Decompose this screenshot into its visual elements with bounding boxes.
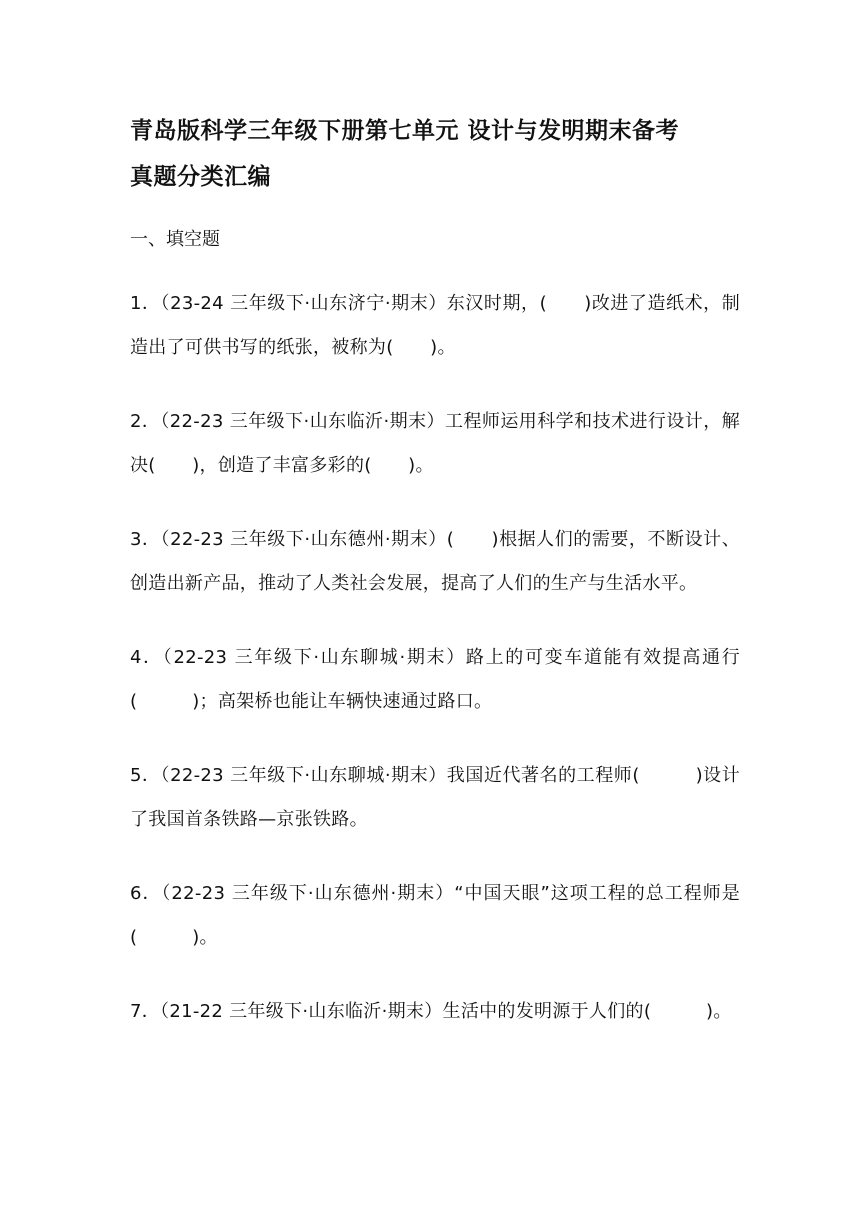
question-6: 6．（22-23 三年级下·山东德州·期末）“中国天眼”这项工程的总工程师是( )。 bbox=[130, 883, 740, 948]
question-1: 1．（23-24 三年级下·山东济宁·期末）东汉时期，( )改进了造纸术，制造出了可供书写的纸张，被称为( )。 bbox=[130, 293, 740, 358]
section-heading: 一、填空题 bbox=[130, 229, 220, 250]
question-4: 4．（22-23 三年级下·山东聊城·期末）路上的可变车道能有效提高通行( )；高架桥也能让车辆快速通过路口。 bbox=[130, 647, 740, 712]
document-title bbox=[130, 108, 740, 200]
title-line-1: 青岛版科学三年级下册第七单元 设计与发明期末备考 bbox=[130, 118, 680, 144]
question-2: 2．（22-23 三年级下·山东临沂·期末）工程师运用科学和技术进行设计，解决( )，创造了丰富多彩的( )。 bbox=[130, 411, 740, 476]
question-7: 7．（21-22 三年级下·山东临沂·期末）生活中的发明源于人们的( )。 bbox=[130, 1001, 732, 1022]
document-page bbox=[130, 108, 740, 1034]
question-3: 3．（22-23 三年级下·山东德州·期末）( )根据人们的需要，不断设计、创造出新产品，推动了人类社会发展，提高了人们的生产与生活水平。 bbox=[130, 529, 740, 594]
title-line-2: 真题分类汇编 bbox=[130, 164, 271, 190]
question-5: 5．（22-23 三年级下·山东聊城·期末）我国近代著名的工程师( )设计了我国首条铁路—京张铁路。 bbox=[130, 765, 740, 830]
